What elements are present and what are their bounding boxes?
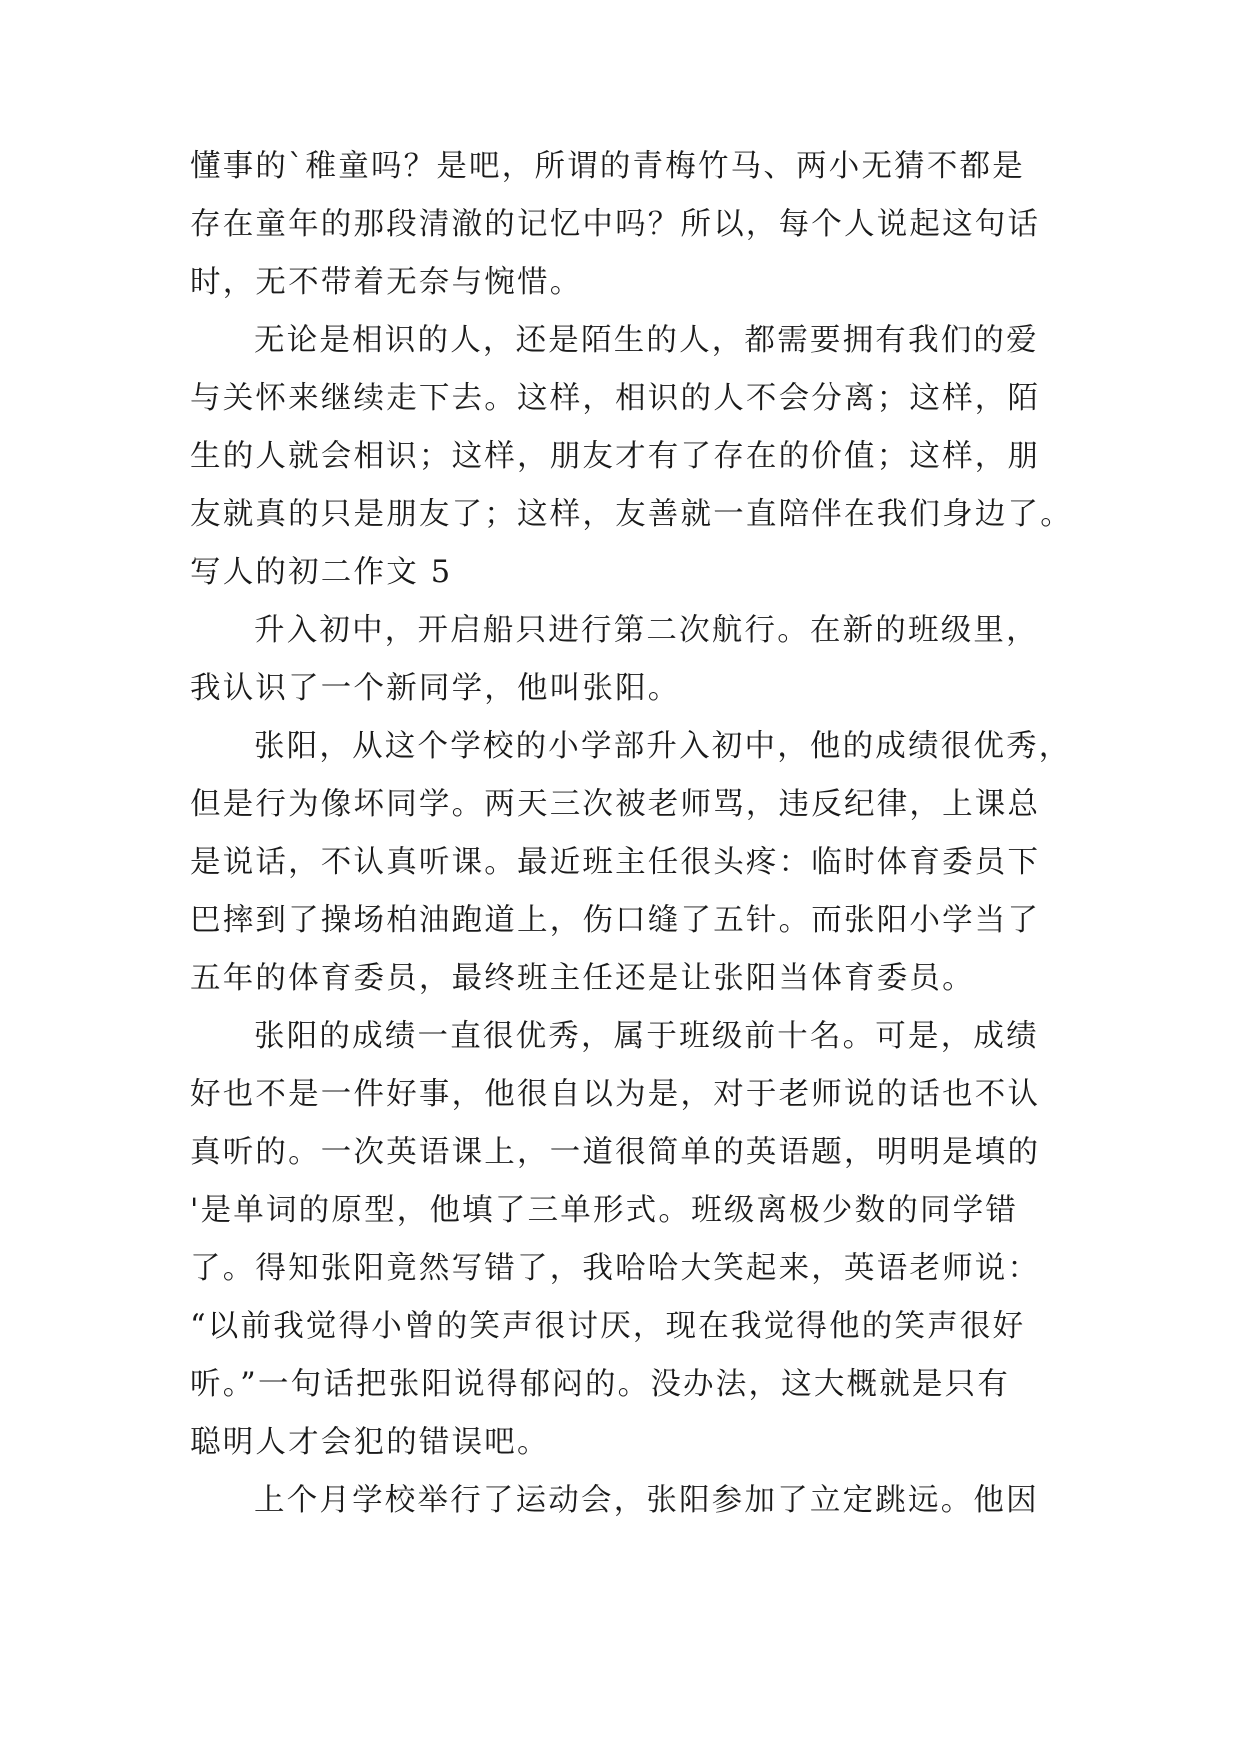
text-line: 与关怀来继续走下去。这样，相识的人不会分离；这样，陌 <box>190 381 1041 416</box>
text-line: 我认识了一个新同学，他叫张阳。 <box>190 671 681 706</box>
section-heading: 写人的初二作文 5 <box>190 555 453 590</box>
text-line: 真听的。一次英语课上，一道很简单的英语题，明明是填的 <box>190 1135 1041 1170</box>
text-line: 懂事的`稚童吗？是吧，所谓的青梅竹马、两小无猜不都是 <box>190 149 1025 184</box>
paragraph-start: 升入初中，开启船只进行第二次航行。在新的班级里， <box>254 613 1039 648</box>
paragraph-start: 无论是相识的人，还是陌生的人，都需要拥有我们的爱 <box>254 323 1039 358</box>
text-line: 存在童年的那段清澈的记忆中吗？所以，每个人说起这句话 <box>190 207 1041 242</box>
text-line: 聪明人才会犯的错误吧。 <box>190 1425 550 1460</box>
text-line: 好也不是一件好事，他很自以为是，对于老师说的话也不认 <box>190 1077 1041 1112</box>
paragraph-start: 张阳的成绩一直很优秀，属于班级前十名。可是，成绩 <box>254 1019 1039 1054</box>
text-line: 巴摔到了操场柏油跑道上，伤口缝了五针。而张阳小学当了 <box>190 903 1041 938</box>
paragraph-start: 张阳，从这个学校的小学部升入初中，他的成绩很优秀， <box>254 729 1072 764</box>
text-line: “以前我觉得小曾的笑声很讨厌，现在我觉得他的笑声很好 <box>190 1309 1026 1344</box>
text-line: '是单词的原型，他填了三单形式。班级离极少数的同学错 <box>190 1193 1019 1228</box>
text-line: 友就真的只是朋友了；这样，友善就一直陪伴在我们身边了。 <box>190 497 1073 532</box>
text-line: 生的人就会相识；这样，朋友才有了存在的价值；这样，朋 <box>190 439 1041 474</box>
paragraph-start: 上个月学校举行了运动会，张阳参加了立定跳远。他因 <box>254 1483 1039 1518</box>
text-line: 但是行为像坏同学。两天三次被老师骂，违反纪律，上课总 <box>190 787 1041 822</box>
text-line: 时，无不带着无奈与惋惜。 <box>190 265 583 300</box>
text-line: 是说话，不认真听课。最近班主任很头疼：临时体育委员下 <box>190 845 1041 880</box>
text-line: 了。得知张阳竟然写错了，我哈哈大笑起来，英语老师说： <box>190 1251 1041 1286</box>
text-line: 听。”一句话把张阳说得郁闷的。没办法，这大概就是只有 <box>190 1367 1011 1402</box>
text-line: 五年的体育委员，最终班主任还是让张阳当体育委员。 <box>190 961 975 996</box>
